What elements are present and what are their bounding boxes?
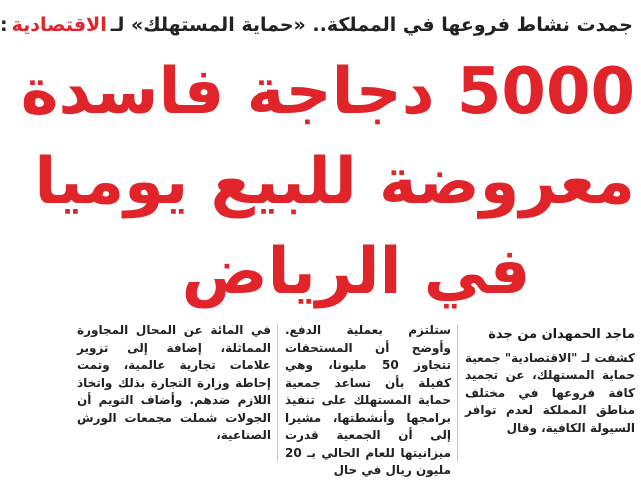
article-body <box>77 322 635 477</box>
kicker-colon: : <box>0 14 8 36</box>
headline-line-1: 5000 دجاجة فاسدة <box>20 55 635 129</box>
kicker-line <box>0 8 633 42</box>
column-2-text: ستلتزم بعملية الدفع. وأوضح أن المستحقات تتجاوز 50 مليونا، وهي كفيلة بأن تساعد جمعية حماية المستهلك على تنفيذ برامجها وأنشطتها، مشيرا إلى أن الجمعية قدرت ميزانيتها للعام الحالي بـ 20 مليون ريال في حال <box>285 323 451 477</box>
column-1-text: كشفت لـ "الاقتصادية" جمعية حماية المستهلك، عن تجميد كافة فروعها في مختلف مناطق المملكة لعدم توافر السيولة الكافية، وقال <box>465 350 635 435</box>
column-divider <box>457 324 458 462</box>
kicker-text: جمدت نشاط فروعها في المملكة.. «حماية المستهلك» لـ <box>110 14 633 36</box>
article-column-1 <box>465 322 635 462</box>
headline-line-2: معروضة للبيع يوميا <box>34 145 635 219</box>
byline: ماجد الحمهدان من جدة <box>488 327 635 342</box>
column-3-text: في المائة عن المحال المجاورة المماثلة، إضافة إلى تزوير علامات تجارية عالمية، وتمت إحاطة وزارة التجارة بذلك واتخاذ اللازم ضدهم. وأضاف التويم أن الجولات شملت مجمعات الورش الصناعية، <box>77 323 271 442</box>
article-column-3 <box>77 322 271 462</box>
column-divider <box>277 324 278 462</box>
article-column-2 <box>285 322 451 477</box>
kicker-tag: الاقتصادية <box>11 14 107 36</box>
headline-line-3: في الرياض <box>181 235 531 309</box>
